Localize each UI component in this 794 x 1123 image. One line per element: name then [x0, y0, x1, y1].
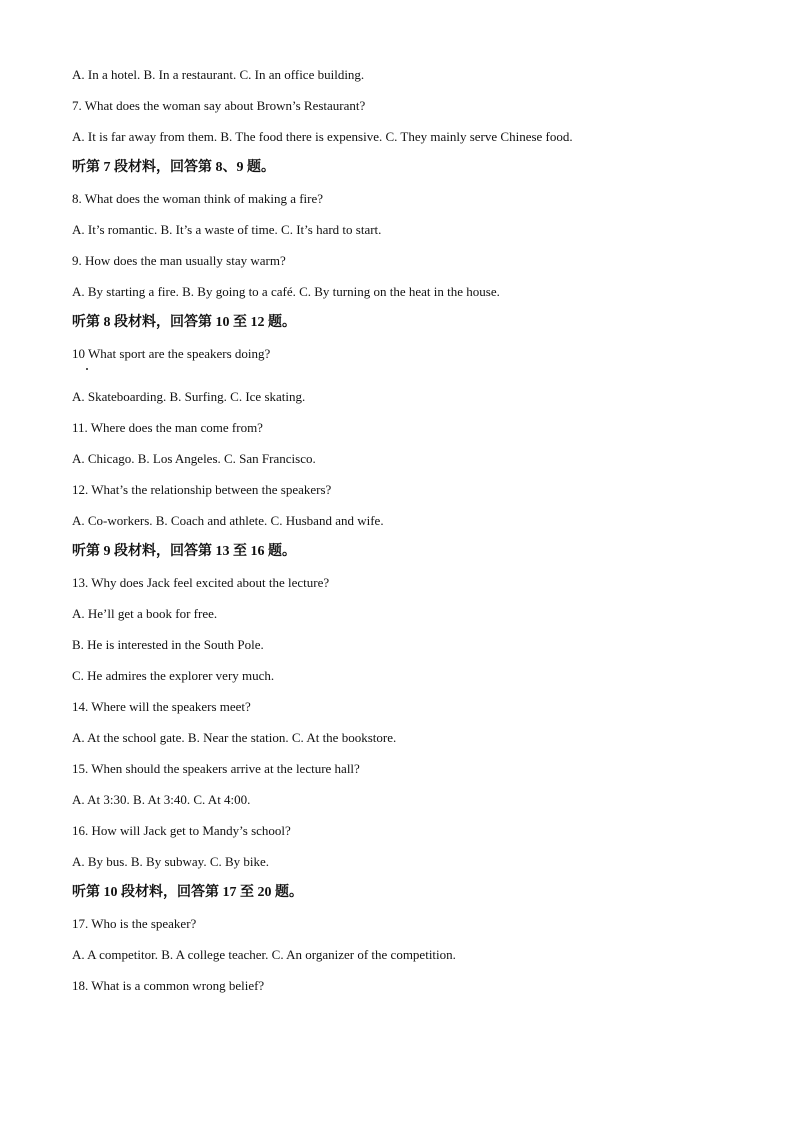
section-heading: 听第 8 段材料，回答第 10 至 12 题。 [72, 315, 296, 330]
answer-options: A. Skateboarding. B. Surfing. C. Ice skating. [72, 389, 306, 404]
answer-options: A. By bus. B. By subway. C. By bike. [72, 854, 270, 869]
question-10: 10 What sport are the speakers doing? [72, 346, 271, 361]
answer-options: A. At the school gate. B. Near the station. C. At the bookstore. [72, 730, 397, 745]
question-7: 7. What does the woman say about Brown’s Restaurant? [72, 98, 366, 113]
question-12: 12. What’s the relationship between the speakers? [72, 482, 332, 497]
answer-option-a: A. He’ll get a book for free. [72, 606, 218, 621]
question-16: 16. How will Jack get to Mandy’s school? [72, 823, 291, 838]
section-heading: 听第 9 段材料，回答第 13 至 16 题。 [72, 544, 296, 559]
question-17: 17. Who is the speaker? [72, 916, 197, 931]
answer-options: A. It’s romantic. B. It’s a waste of time. C. It’s hard to start. [72, 222, 382, 237]
question-18: 18. What is a common wrong belief? [72, 978, 265, 993]
question-13: 13. Why does Jack feel excited about the lecture? [72, 575, 330, 590]
question-11: 11. Where does the man come from? [72, 420, 263, 435]
question-8: 8. What does the woman think of making a fire? [72, 191, 324, 206]
answer-options: A. Co-workers. B. Coach and athlete. C. Husband and wife. [72, 513, 384, 528]
answer-options: A. In a hotel. B. In a restaurant. C. In an office building. [72, 67, 365, 82]
section-heading: 听第 10 段材料，回答第 17 至 20 题。 [72, 885, 303, 900]
stray-mark [86, 368, 88, 370]
question-9: 9. How does the man usually stay warm? [72, 253, 286, 268]
answer-options: A. Chicago. B. Los Angeles. C. San Francisco. [72, 451, 316, 466]
answer-options: A. A competitor. B. A college teacher. C. An organizer of the competition. [72, 947, 456, 962]
question-15: 15. When should the speakers arrive at the lecture hall? [72, 761, 360, 776]
answer-options: A. It is far away from them. B. The food there is expensive. C. They mainly serve Chinese food. [72, 129, 573, 144]
answer-options: A. By starting a fire. B. By going to a café. C. By turning on the heat in the house. [72, 284, 500, 299]
section-heading: 听第 7 段材料，回答第 8、9 题。 [72, 160, 275, 175]
answer-option-c: C. He admires the explorer very much. [72, 668, 275, 683]
question-14: 14. Where will the speakers meet? [72, 699, 251, 714]
answer-option-b: B. He is interested in the South Pole. [72, 637, 264, 652]
answer-options: A. At 3:30. B. At 3:40. C. At 4:00. [72, 792, 251, 807]
